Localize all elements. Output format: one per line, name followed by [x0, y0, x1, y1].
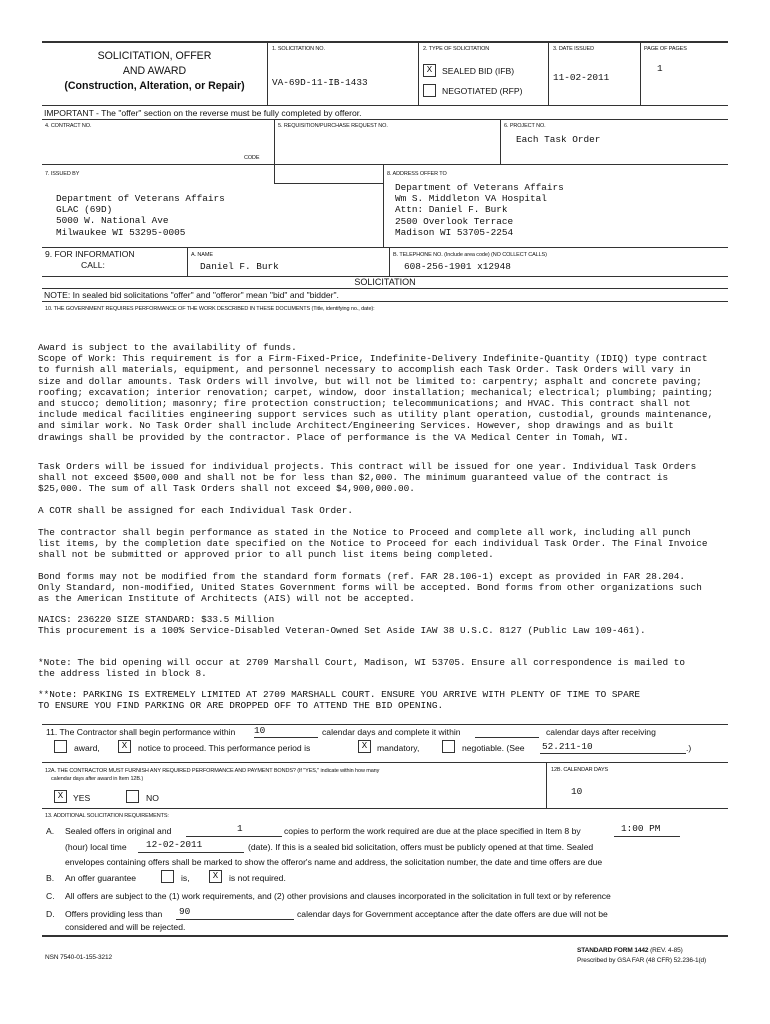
bonds-question-line-1: 12A. THE CONTRACTOR MUST FURNISH ANY REQUIRED PERFORMANCE AND PAYMENT BONDS? (If "YES," indicate within how many — [45, 768, 380, 774]
negotiable-checkbox[interactable] — [442, 740, 455, 753]
sealed-bid-label: SEALED BID (IFB) — [442, 66, 515, 76]
calendar-days-label: 12B. CALENDAR DAYS — [551, 767, 609, 773]
form-number — [577, 947, 683, 954]
block11-text-3: calendar days after receiving — [546, 727, 656, 737]
solicitation-heading: SOLICITATION — [354, 277, 416, 287]
code-label: CODE — [244, 155, 260, 161]
type-label: 2. TYPE OF SOLICITATION — [423, 46, 490, 52]
naics-paragraph: NAICS: 236220 SIZE STANDARD: $33.5 Million This procurement is a 100% Service-Disabled Veteran-Owned Set Aside IAW 38 U.S.C. 8127 (Public Law 109-461). — [38, 614, 646, 637]
project-no: Each Task Order — [516, 134, 601, 145]
form-title — [42, 49, 267, 94]
solicitation-no-label: 1. SOLICITATION NO. — [272, 46, 325, 52]
bonds-yes-checkbox[interactable]: X — [54, 790, 67, 803]
item-c-letter: C. — [46, 891, 55, 901]
for-information-line-2: CALL: — [81, 260, 105, 270]
block11-line-1 — [46, 727, 235, 737]
address-offer-to: Department of Veterans Affairs Wm S. Middleton VA Hospital Attn: Daniel F. Burk 2500 Overlook Terrace Madison WI 53705-2254 — [395, 182, 564, 238]
due-date[interactable]: 12-02-2011 — [146, 839, 203, 850]
title-line-1: SOLICITATION, OFFER — [97, 50, 212, 62]
negotiated-checkbox[interactable] — [423, 84, 436, 97]
notice-to-proceed-label: notice to proceed. This performance period is — [138, 743, 311, 753]
item-d-text-1: Offers providing less than — [65, 909, 163, 919]
bonds-no-checkbox[interactable] — [126, 790, 139, 803]
name-label: A. NAME — [191, 252, 213, 258]
start-days[interactable]: 10 — [254, 725, 266, 736]
cotr-paragraph: A COTR shall be assigned for each Individual Task Order. — [38, 505, 354, 516]
task-orders-paragraph: Task Orders will be issued for individual projects. This contract will be issued for one year. Individual Task Orders shall not exceed $500,000 and shall not be for less than $2,000. The minimum guaranteed value of the contract is $25,000. The sum of all Task Orders shall not exceed $4,900,000.00. — [38, 461, 697, 495]
item-d-letter: D. — [46, 909, 55, 919]
item-a-text-2: copies to perform the work required are due at the place specified in Item 8 by — [284, 826, 581, 836]
important-notice: IMPORTANT - The "offer" section on the reverse must be fully completed by offeror. — [44, 108, 362, 118]
guarantee-is-not-label: is not required. — [229, 873, 286, 883]
telephone-label: B. TELEPHONE NO. (Include area code) (NO COLLECT CALLS) — [393, 252, 547, 258]
project-no-label: 6. PROJECT NO. — [504, 123, 546, 129]
additional-requirements-label: 13. ADDITIONAL SOLICITATION REQUIREMENTS: — [45, 813, 169, 819]
parking-note: **Note: PARKING IS EXTREMELY LIMITED AT 2709 MARSHALL COURT. ENSURE YOU ARRIVE WITH PLENTY OF TIME TO SPARE TO ENSURE YOU FIND PARKING OR ARE DROPPED OFF TO ATTEND THE BID OPENING. — [38, 689, 640, 712]
address-offer-label: 8. ADDRESS OFFER TO — [387, 171, 447, 177]
copies-count[interactable]: 1 — [237, 823, 243, 834]
prescribed-by: Prescribed by GSA FAR (48 CFR) 52.236-1(d) — [577, 957, 707, 964]
date-issued-label: 3. DATE ISSUED — [553, 46, 594, 52]
bonds-question-line-2: calendar days after award in Item 12B.) — [51, 776, 144, 782]
award-checkbox[interactable] — [54, 740, 67, 753]
negotiated-label: NEGOTIATED (RFP) — [442, 86, 523, 96]
block11-text-2: calendar days and complete it within — [322, 727, 461, 737]
award-label: award, — [74, 743, 100, 753]
item-a-text-3: (hour) local time — [65, 842, 127, 852]
bonds-no-label: NO — [146, 793, 159, 803]
acceptance-days[interactable]: 90 — [179, 906, 191, 917]
issued-by-address: Department of Veterans Affairs GLAC (69D) 5000 W. National Ave Milwaukee WI 53295-0005 — [56, 193, 225, 238]
item-a-letter: A. — [46, 826, 55, 836]
block10-label: 10. THE GOVERNMENT REQUIRES PERFORMANCE OF THE WORK DESCRIBED IN THESE DOCUMENTS (Title, identifying no., date): — [45, 306, 375, 312]
issued-by-label: 7. ISSUED BY — [45, 171, 80, 177]
guarantee-is-not-checkbox[interactable]: X — [209, 870, 222, 883]
sealed-bid-note: NOTE: In sealed bid solicitations "offer" and "offeror" mean "bid" and "bidder". — [44, 290, 339, 300]
bonds-question — [45, 767, 379, 783]
requisition-no-label: 5. REQUISITION/PURCHASE REQUEST NO. — [278, 123, 388, 129]
title-line-2: AND AWARD — [122, 65, 187, 77]
bonds-yes-label: YES — [73, 793, 91, 803]
sealed-bid-checkbox[interactable]: X — [423, 64, 436, 77]
date-issued: 11-02-2011 — [553, 72, 610, 83]
bid-opening-note: *Note: The bid opening will occur at 2709 Marshall Court, Madison, WI 53705. Ensure all correspondence is mailed to the address listed in block 8. — [38, 657, 685, 680]
mandatory-checkbox[interactable]: X — [358, 740, 371, 753]
notice-to-proceed-checkbox[interactable]: X — [118, 740, 131, 753]
see-reference: 52.211-10 — [542, 741, 593, 752]
item-a-text-4: (date). If this is a sealed bid solicitation, offers must be publicly opened at that time. Sealed — [248, 842, 594, 852]
negotiable-label: negotiable. (See — [462, 743, 525, 753]
page-label: PAGE OF PAGES — [644, 46, 687, 52]
form-revision: (REV. 4-85) — [648, 947, 683, 954]
nsn-number: NSN 7540-01-155-3212 — [45, 954, 113, 961]
item-c-text: All offers are subject to the (1) work requirements, and (2) other provisions and clauses incorporated in the solicitation in full text or by reference — [65, 891, 611, 901]
scope-of-work: Award is subject to the availability of funds. Scope of Work: This requirement is for a Firm-Fixed-Price, Indefinite-Delivery Indefinite-Quantity (IDIQ) type contract to furnish all materials, equipment, and personnel necessary to accomplish each Task Order. Task Orders will vary in size and dollar amounts. Task Orders will involve, but will not be limited to: carpentry; asphalt and concrete paving; roofing; excavation; interior renovation; carpet, window, door installation; mechanical; electrical; plumbing; painting; and stucco; demolition; masonry; fire protection construction; telecommunications; and HVAC. This contract shall not include medical facilities engineering support services such as utility plant operation, custodial, grounds maintenance, and similar work. No Task Order shall include Architect/Engineering Services. However, shop drawings and as built drawings shall be provided by the contractor. Place of performance is the VA Medical Center in Tomah, WI. — [38, 342, 714, 443]
bond-forms-paragraph: Bond forms may not be modified from the standard form formats (ref. FAR 28.106-1) except as provided in FAR 28.204. Only Standard, non-modified, United States Government forms will be accepted. Bond forms from other organizations such as the American Institute of Architects (AIS) will not be accepted. — [38, 571, 702, 605]
item-d-text-2: calendar days for Government acceptance after the date offers are due will not be — [297, 909, 608, 919]
due-time[interactable]: 1:00 PM — [621, 823, 661, 834]
contact-name: Daniel F. Burk — [200, 261, 279, 272]
title-line-3: (Construction, Alteration, or Repair) — [64, 80, 245, 92]
for-information-label — [45, 249, 135, 271]
guarantee-is-checkbox[interactable] — [161, 870, 174, 883]
item-b-letter: B. — [46, 873, 55, 883]
guarantee-is-label: is, — [181, 873, 190, 883]
calendar-days-value: 10 — [571, 786, 583, 797]
solicitation-no: VA-69D-11-IB-1433 — [272, 77, 368, 88]
block11-text-1: 11. The Contractor shall begin performance within — [46, 727, 236, 737]
see-end: .) — [686, 743, 692, 753]
contract-no-label: 4. CONTRACT NO. — [45, 123, 92, 129]
offer-guarantee-label: An offer guarantee — [65, 873, 137, 883]
mandatory-label: mandatory, — [377, 743, 420, 753]
telephone-number: 608-256-1901 x12948 — [404, 261, 511, 272]
performance-paragraph: The contractor shall begin performance as stated in the Notice to Proceed and complete all work, including all punch list items, by the completion date specified on the Notice to Proceed for each individual Task Order. The Final Invoice shall not be submitted or approved prior to all punch list items being completed. — [38, 527, 708, 561]
page-number: 1 — [657, 63, 663, 74]
form-number-bold: STANDARD FORM 1442 — [577, 947, 649, 954]
item-a-text-1: Sealed offers in original and — [65, 826, 172, 836]
item-d-text-3: considered and will be rejected. — [65, 922, 186, 932]
for-information-line-1: 9. FOR INFORMATION — [45, 249, 135, 259]
item-a-text-5: envelopes containing offers shall be marked to show the offeror's name and address, the solicitation number, the date and time offers are due — [65, 857, 603, 867]
